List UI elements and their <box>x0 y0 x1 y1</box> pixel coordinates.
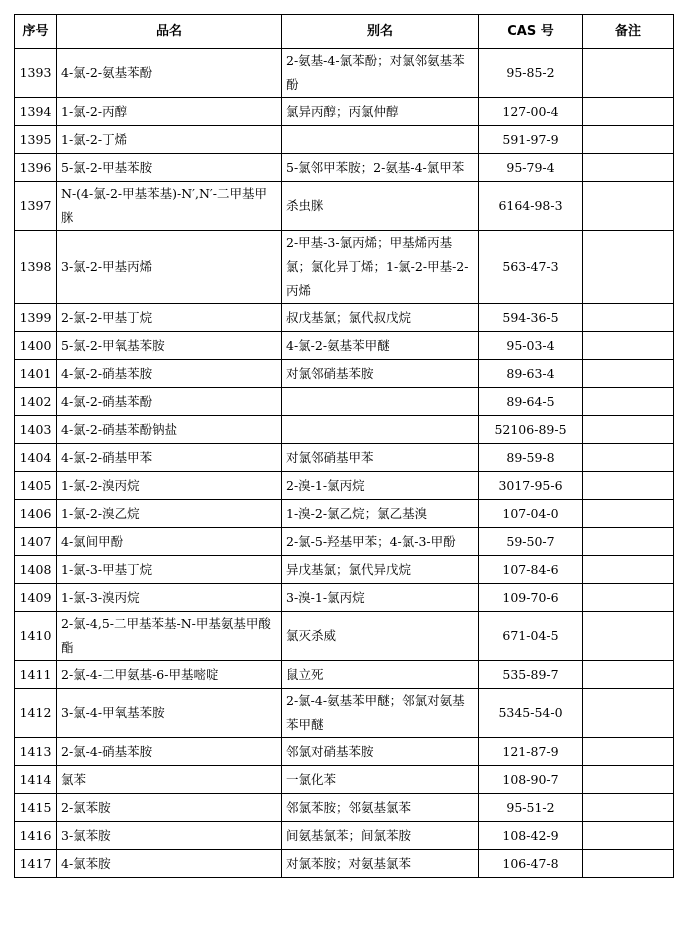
cell-alias <box>282 416 479 444</box>
cell-serial-number: 1398 <box>15 231 57 304</box>
cell-serial-number: 1410 <box>15 612 57 661</box>
cell-alias: 5-氯邻甲苯胺；2-氨基-4-氯甲苯 <box>282 154 479 182</box>
cell-serial-number: 1402 <box>15 388 57 416</box>
cell-cas-number: 52106-89-5 <box>479 416 583 444</box>
cell-serial-number: 1412 <box>15 689 57 738</box>
cell-serial-number: 1406 <box>15 500 57 528</box>
cell-product-name: 2-氯苯胺 <box>57 794 282 822</box>
cell-product-name: 1-氯-2-丁烯 <box>57 126 282 154</box>
cell-serial-number: 1397 <box>15 182 57 231</box>
cell-alias: 2-氯-4-氨基苯甲醚；邻氯对氨基苯甲醚 <box>282 689 479 738</box>
cell-remarks <box>583 49 674 98</box>
cell-product-name: 4-氯间甲酚 <box>57 528 282 556</box>
cell-remarks <box>583 822 674 850</box>
cell-serial-number: 1405 <box>15 472 57 500</box>
cell-remarks <box>583 388 674 416</box>
table-row <box>15 612 674 661</box>
cell-cas-number: 594-36-5 <box>479 304 583 332</box>
cell-remarks <box>583 98 674 126</box>
cell-alias: 3-溴-1-氯丙烷 <box>282 584 479 612</box>
cell-serial-number: 1401 <box>15 360 57 388</box>
cell-alias: 2-溴-1-氯丙烷 <box>282 472 479 500</box>
cell-cas-number: 6164-98-3 <box>479 182 583 231</box>
cell-cas-number: 127-00-4 <box>479 98 583 126</box>
cell-serial-number: 1393 <box>15 49 57 98</box>
cell-alias: 对氯邻硝基苯胺 <box>282 360 479 388</box>
cell-product-name: 5-氯-2-甲氧基苯胺 <box>57 332 282 360</box>
cell-product-name: 4-氯-2-硝基苯胺 <box>57 360 282 388</box>
table-row <box>15 850 674 878</box>
cell-cas-number: 107-04-0 <box>479 500 583 528</box>
cell-serial-number: 1409 <box>15 584 57 612</box>
table-row <box>15 332 674 360</box>
cell-cas-number: 106-47-8 <box>479 850 583 878</box>
cell-serial-number: 1399 <box>15 304 57 332</box>
cell-cas-number: 109-70-6 <box>479 584 583 612</box>
cell-cas-number: 95-51-2 <box>479 794 583 822</box>
cell-alias: 4-氯-2-氨基苯甲醚 <box>282 332 479 360</box>
cell-product-name: 2-氯-4-硝基苯胺 <box>57 738 282 766</box>
table-row <box>15 584 674 612</box>
table-row <box>15 528 674 556</box>
table-row <box>15 154 674 182</box>
cell-product-name: 3-氯苯胺 <box>57 822 282 850</box>
cell-remarks <box>583 182 674 231</box>
cell-product-name: 3-氯-2-甲基丙烯 <box>57 231 282 304</box>
cell-alias: 一氯化苯 <box>282 766 479 794</box>
cell-product-name: 4-氯-2-硝基苯酚钠盐 <box>57 416 282 444</box>
cell-cas-number: 95-79-4 <box>479 154 583 182</box>
cell-product-name: 4-氯-2-氨基苯酚 <box>57 49 282 98</box>
table-row <box>15 444 674 472</box>
cell-remarks <box>583 794 674 822</box>
cell-alias: 2-氨基-4-氯苯酚；对氯邻氨基苯酚 <box>282 49 479 98</box>
table-row <box>15 182 674 231</box>
cell-product-name: 1-氯-3-甲基丁烷 <box>57 556 282 584</box>
cell-remarks <box>583 528 674 556</box>
cell-product-name: 1-氯-2-溴丙烷 <box>57 472 282 500</box>
table-row <box>15 98 674 126</box>
cell-serial-number: 1394 <box>15 98 57 126</box>
cell-serial-number: 1415 <box>15 794 57 822</box>
cell-alias: 杀虫脒 <box>282 182 479 231</box>
cell-remarks <box>583 738 674 766</box>
cell-alias: 间氨基氯苯；间氯苯胺 <box>282 822 479 850</box>
cell-alias: 对氯邻硝基甲苯 <box>282 444 479 472</box>
cell-alias: 2-氯-5-羟基甲苯；4-氯-3-甲酚 <box>282 528 479 556</box>
cell-cas-number: 89-63-4 <box>479 360 583 388</box>
cell-product-name: 2-氯-4-二甲氨基-6-甲基嘧啶 <box>57 661 282 689</box>
cell-alias: 1-溴-2-氯乙烷；氯乙基溴 <box>282 500 479 528</box>
table-row <box>15 360 674 388</box>
cell-serial-number: 1403 <box>15 416 57 444</box>
table-row <box>15 661 674 689</box>
cell-cas-number: 59-50-7 <box>479 528 583 556</box>
cell-remarks <box>583 766 674 794</box>
table-row <box>15 766 674 794</box>
chemicals-table <box>14 14 674 878</box>
cell-cas-number: 591-97-9 <box>479 126 583 154</box>
cell-product-name: N-(4-氯-2-甲基苯基)-N′,N′-二甲基甲脒 <box>57 182 282 231</box>
cell-remarks <box>583 850 674 878</box>
cell-cas-number: 3017-95-6 <box>479 472 583 500</box>
header-remarks: 备注 <box>583 15 674 49</box>
cell-remarks <box>583 556 674 584</box>
cell-remarks <box>583 472 674 500</box>
cell-remarks <box>583 444 674 472</box>
cell-product-name: 氯苯 <box>57 766 282 794</box>
cell-serial-number: 1411 <box>15 661 57 689</box>
table-row <box>15 416 674 444</box>
cell-product-name: 4-氯苯胺 <box>57 850 282 878</box>
cell-serial-number: 1400 <box>15 332 57 360</box>
cell-product-name: 1-氯-2-溴乙烷 <box>57 500 282 528</box>
cell-remarks <box>583 689 674 738</box>
cell-alias: 氯异丙醇；丙氯仲醇 <box>282 98 479 126</box>
cell-product-name: 5-氯-2-甲基苯胺 <box>57 154 282 182</box>
table-row <box>15 738 674 766</box>
cell-cas-number: 121-87-9 <box>479 738 583 766</box>
cell-alias: 异戊基氯；氯代异戊烷 <box>282 556 479 584</box>
cell-remarks <box>583 416 674 444</box>
cell-alias: 对氯苯胺；对氨基氯苯 <box>282 850 479 878</box>
table-row <box>15 822 674 850</box>
cell-serial-number: 1404 <box>15 444 57 472</box>
cell-remarks <box>583 304 674 332</box>
cell-product-name: 3-氯-4-甲氧基苯胺 <box>57 689 282 738</box>
cell-alias: 2-甲基-3-氯丙烯；甲基烯丙基氯；氯化异丁烯；1-氯-2-甲基-2-丙烯 <box>282 231 479 304</box>
cell-serial-number: 1408 <box>15 556 57 584</box>
cell-remarks <box>583 360 674 388</box>
cell-remarks <box>583 126 674 154</box>
cell-cas-number: 563-47-3 <box>479 231 583 304</box>
cell-alias <box>282 126 479 154</box>
cell-cas-number: 95-03-4 <box>479 332 583 360</box>
cell-remarks <box>583 154 674 182</box>
cell-cas-number: 671-04-5 <box>479 612 583 661</box>
cell-alias: 邻氯对硝基苯胺 <box>282 738 479 766</box>
cell-product-name: 1-氯-3-溴丙烷 <box>57 584 282 612</box>
cell-remarks <box>583 500 674 528</box>
cell-serial-number: 1413 <box>15 738 57 766</box>
table-row <box>15 49 674 98</box>
cell-remarks <box>583 612 674 661</box>
header-alias: 别名 <box>282 15 479 49</box>
header-cas-number: CAS 号 <box>479 15 583 49</box>
cell-remarks <box>583 231 674 304</box>
cell-alias: 鼠立死 <box>282 661 479 689</box>
cell-remarks <box>583 584 674 612</box>
cell-remarks <box>583 661 674 689</box>
table-header-row <box>15 15 674 49</box>
cell-alias: 邻氯苯胺；邻氨基氯苯 <box>282 794 479 822</box>
table-row <box>15 794 674 822</box>
cell-product-name: 2-氯-4,5-二甲基苯基-N-甲基氨基甲酸酯 <box>57 612 282 661</box>
cell-serial-number: 1417 <box>15 850 57 878</box>
cell-serial-number: 1395 <box>15 126 57 154</box>
cell-cas-number: 95-85-2 <box>479 49 583 98</box>
cell-cas-number: 5345-54-0 <box>479 689 583 738</box>
cell-product-name: 4-氯-2-硝基苯酚 <box>57 388 282 416</box>
cell-cas-number: 108-42-9 <box>479 822 583 850</box>
cell-remarks <box>583 332 674 360</box>
cell-serial-number: 1414 <box>15 766 57 794</box>
cell-cas-number: 89-59-8 <box>479 444 583 472</box>
cell-alias: 氯灭杀威 <box>282 612 479 661</box>
table-body <box>15 49 674 878</box>
cell-cas-number: 89-64-5 <box>479 388 583 416</box>
header-product-name: 品名 <box>57 15 282 49</box>
cell-product-name: 4-氯-2-硝基甲苯 <box>57 444 282 472</box>
table-row <box>15 388 674 416</box>
table-row <box>15 500 674 528</box>
cell-product-name: 2-氯-2-甲基丁烷 <box>57 304 282 332</box>
cell-serial-number: 1407 <box>15 528 57 556</box>
table-row <box>15 689 674 738</box>
cell-alias: 叔戊基氯；氯代叔戊烷 <box>282 304 479 332</box>
cell-product-name: 1-氯-2-丙醇 <box>57 98 282 126</box>
cell-cas-number: 107-84-6 <box>479 556 583 584</box>
table-row <box>15 304 674 332</box>
table-row <box>15 556 674 584</box>
cell-serial-number: 1396 <box>15 154 57 182</box>
cell-cas-number: 535-89-7 <box>479 661 583 689</box>
cell-cas-number: 108-90-7 <box>479 766 583 794</box>
cell-serial-number: 1416 <box>15 822 57 850</box>
table-row <box>15 472 674 500</box>
header-serial-number: 序号 <box>15 15 57 49</box>
cell-alias <box>282 388 479 416</box>
table-row <box>15 231 674 304</box>
table-row <box>15 126 674 154</box>
